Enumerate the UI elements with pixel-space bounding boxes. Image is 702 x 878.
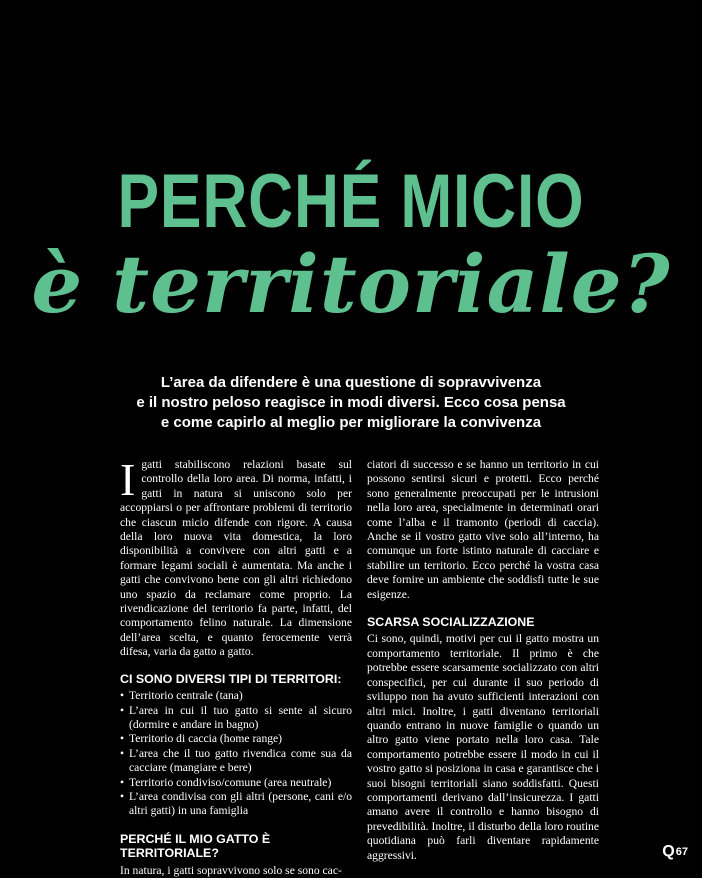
- list-item: • Territorio condiviso/comune (area neutrale): [120, 776, 352, 790]
- page-footer: [662, 843, 688, 861]
- list-item: • Territorio centrale (tana): [120, 689, 352, 703]
- subtitle: [0, 373, 702, 433]
- list-item: • Territorio di caccia (home range): [120, 732, 352, 746]
- section-heading-why-territorial: PERCHÉ IL MIO GATTO È TERRITORIALE?: [120, 831, 271, 861]
- territory-list: [120, 689, 352, 819]
- socialization-paragraph: Ci sono, quindi, motivi per cui il gatto mostra un comportamento territoriale. Il primo è che potrebbe essere scarsamente socializzato con altri conspecifici, per cui durante il suo periodo di sviluppo non ha avuto sufficienti interazioni con altri mici. Inoltre, i gatti diventano territoriali quando entrano in nuove famiglie o quando un altro gatto viene portato nella loro casa. Tale comportamento potrebbe essere il modo in cui il vostro gatto si posiziona in casa e garantisce che i suoi bisogni territoriali siano soddisfatti. Questi comportamenti derivano dall’insicurezza. I gatti amano avere il controllo e hanno bisogno di prevedibilità. Inoltre, il disturbo della loro routine quotidiana può farli diventare rapidamente aggressivi.: [367, 632, 599, 862]
- section-heading-territory-types: CI SONO DIVERSI TIPI DI TERRITORI:: [120, 671, 342, 686]
- column-left: [120, 454, 352, 878]
- subtitle-line: e come capirlo al meglio per migliorare la convivenza: [160, 414, 542, 431]
- list-item: • L’area condivisa con gli altri (persone, cani e/o altri gatti) in una famiglia: [120, 790, 352, 819]
- continued-paragraph: ciatori di successo e se hanno un territorio in cui possono sentirsi sicuri e protetti. Ecco perché sono generalmente preoccupati per le intrusioni nella loro area, specialmente in determinati orari come l’alba e il tramonto (periodi di caccia). Anche se il vostro gatto vive solo all’interno, ha comunque un forte istinto naturale di cacciare e stabilire un territorio. Ecco perché la vostra casa deve fornire un ambiente che soddisfi tutte le sue esigenze.: [367, 458, 599, 601]
- list-item: • L’area in cui il tuo gatto si sente al sicuro (dormire e andare in bagno): [120, 704, 352, 733]
- subtitle-line: L’area da difendere è una questione di sopravvivenza: [160, 374, 542, 391]
- list-item: • L’area che il tuo gatto rivendica come sua da cacciare (mangiare e bere): [120, 747, 352, 776]
- column-right: [367, 458, 599, 863]
- drop-cap: I: [120, 454, 136, 505]
- intro-text: gatti stabiliscono relazioni basate sul controllo della loro area. Di norma, infatti, i gatti in natura si uniscono solo per accoppiarsi o per affrontare problemi di territorio che ciascun micio difende con rigore. A causa della loro nuova vita domestica, la loro disponibilità a convivere con altri gatti e a formare legami sociali è aumentata. Ma anche i gatti che convivono bene con gli altri richiedono uno spazio da reclamare come proprio. La rivendicazione del territorio fa parte, infatti, del comportamento felino naturale. La dimensione dell’area scelta, e quanto ferocemente verrà difesa, varia da gatto a gatto.: [120, 458, 352, 659]
- intro-paragraph: [120, 454, 352, 660]
- section-heading-socialization: SCARSA SOCIALIZZAZIONE: [367, 615, 535, 630]
- section-paragraph: In natura, i gatti sopravvivono solo se sono cac-: [120, 863, 342, 877]
- magazine-logo: Q: [662, 843, 675, 860]
- subtitle-line: e il nostro peloso reagisce in modi diversi. Ecco cosa pensa: [136, 394, 566, 411]
- title-line-2: è territoriale?: [31, 237, 671, 331]
- page-number: 67: [675, 846, 688, 858]
- title-line-1: PERCHÉ MICIO: [117, 159, 585, 244]
